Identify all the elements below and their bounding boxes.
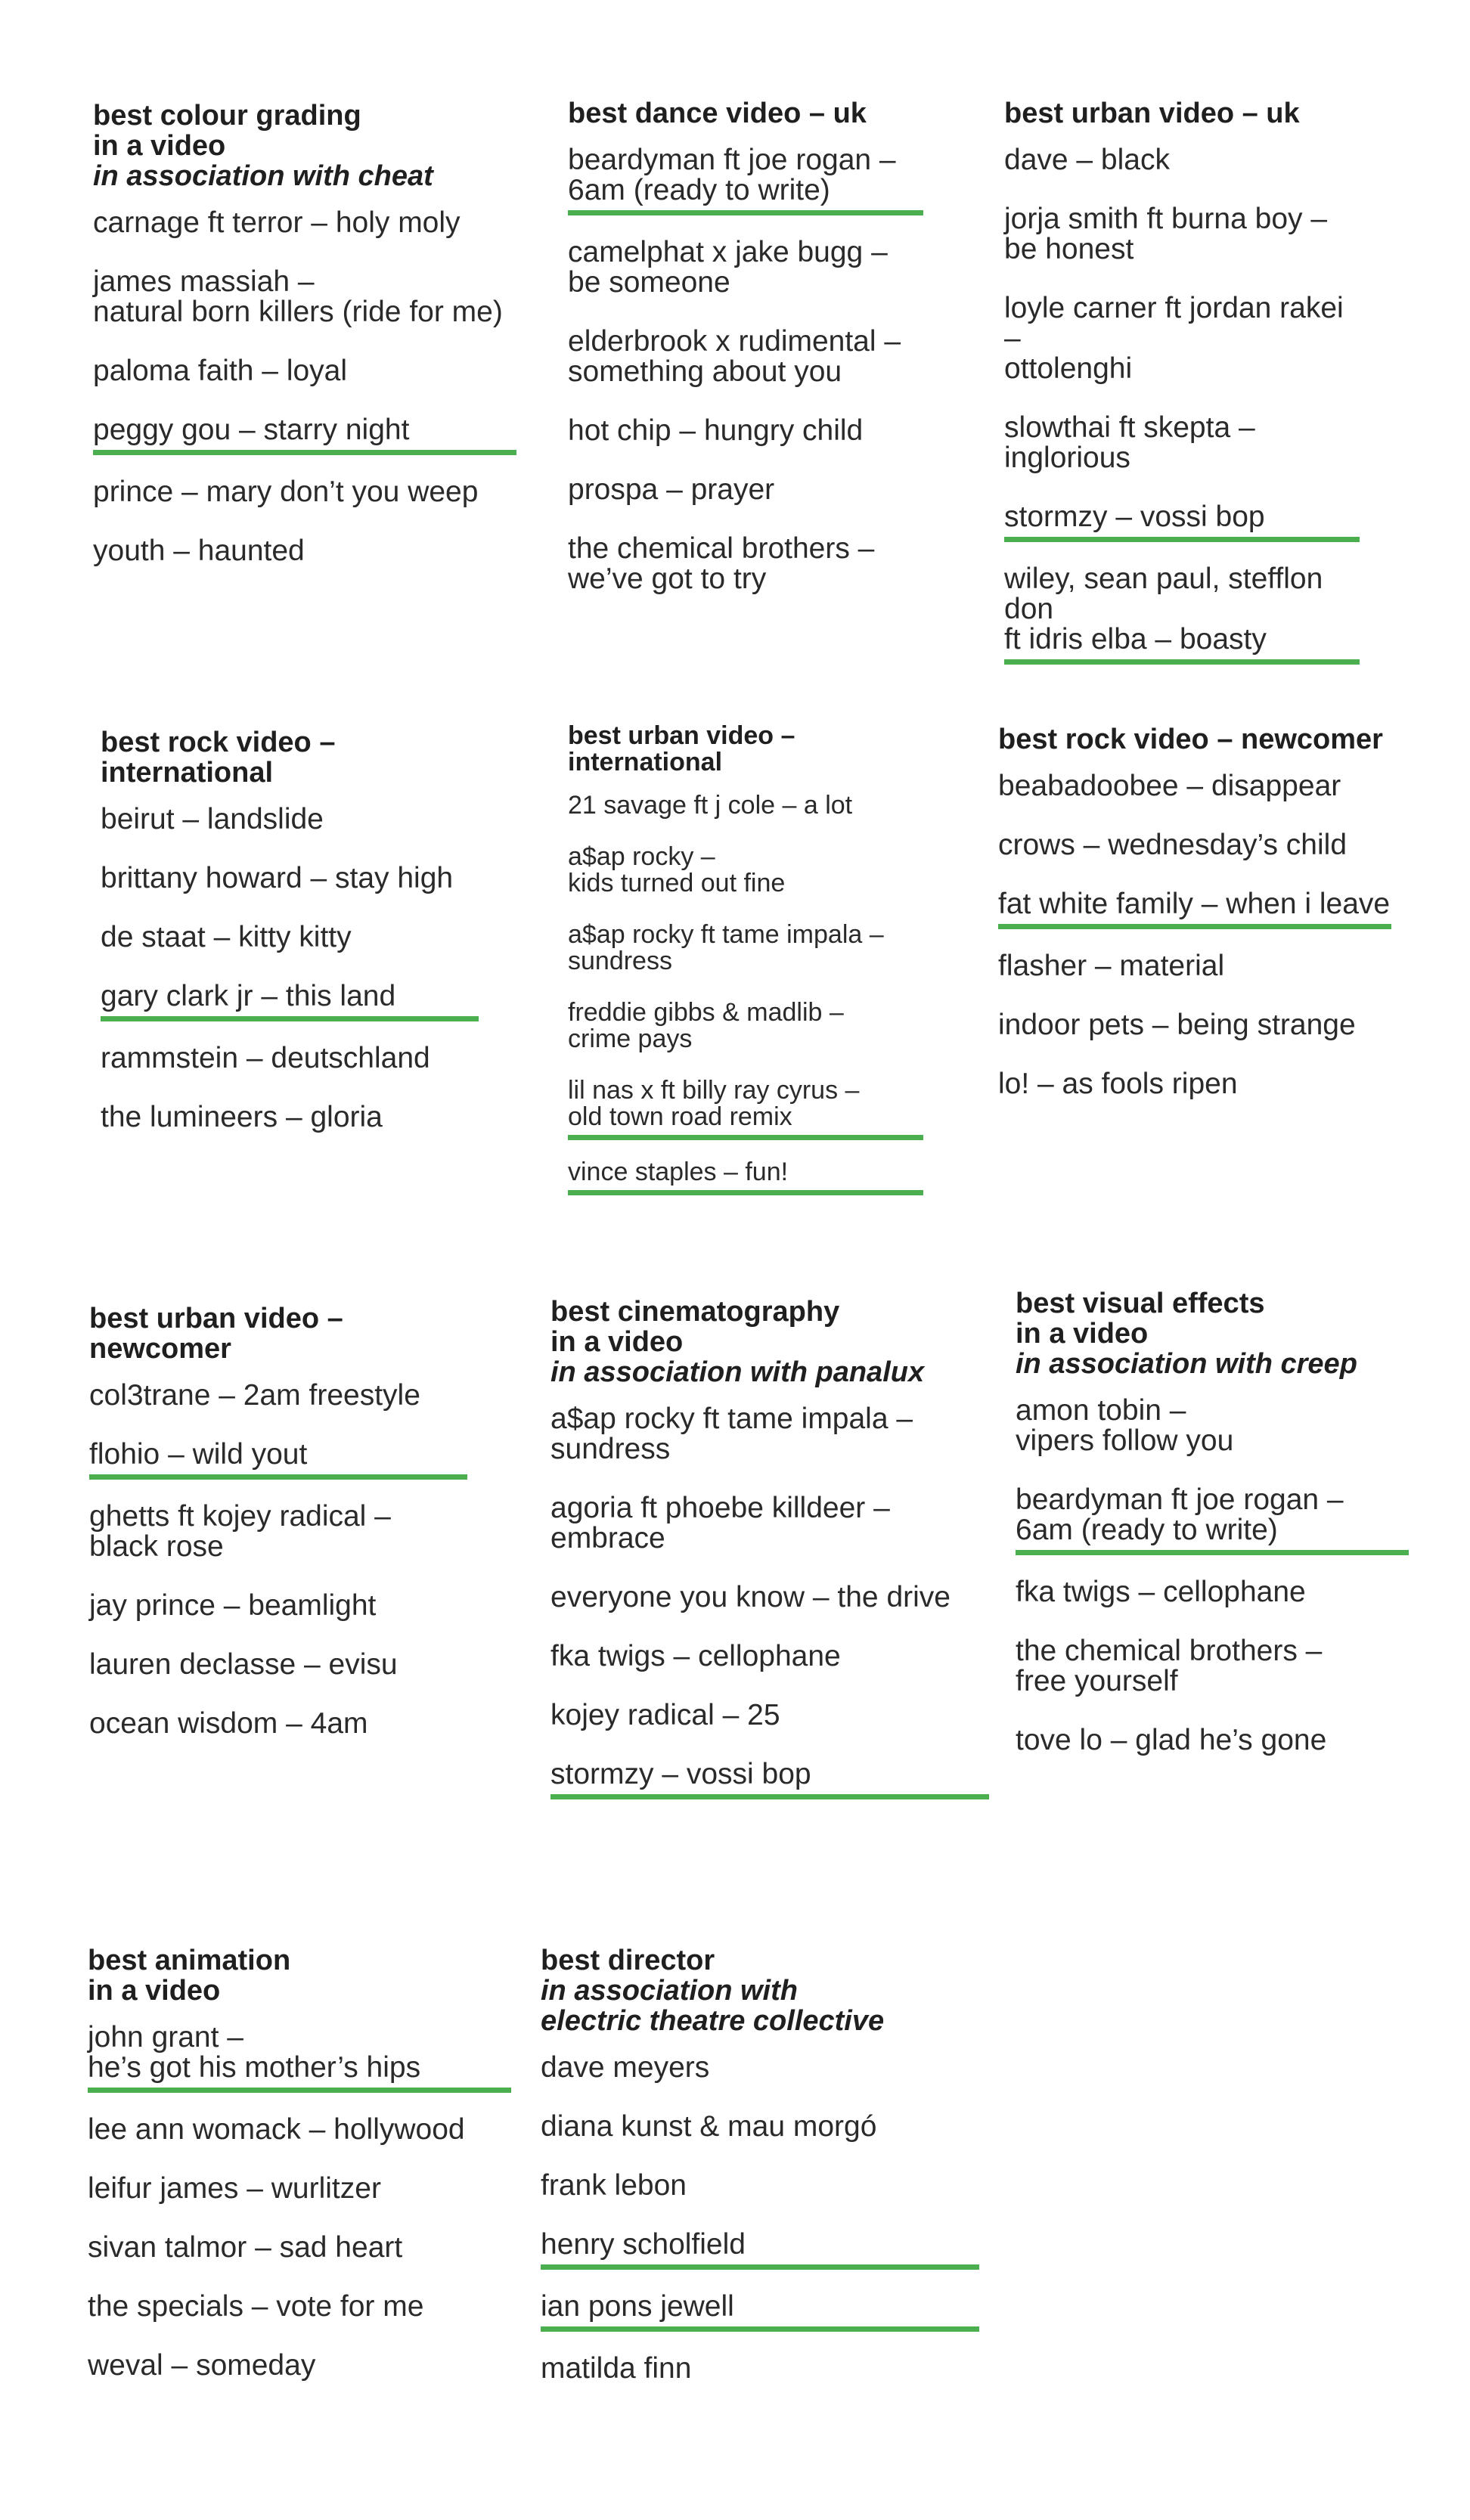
nominee: crows – wednesday’s child [998, 829, 1348, 861]
category-urban-uk [1004, 98, 1360, 687]
nominee: brittany howard – stay high [101, 862, 454, 894]
nominee-winner: stormzy – vossi bop [1004, 502, 1360, 542]
nominee-list [1016, 1396, 1409, 1756]
nominee: hot chip – hungry child [568, 414, 864, 447]
nominee: loyle carner ft jordan rakei – ottolenghi [1004, 292, 1344, 385]
category-director [541, 1945, 979, 2413]
nominee: jay prince – beamlight [89, 1589, 377, 1622]
nominee: jorja smith ft burna boy – be honest [1004, 203, 1328, 265]
nominee: flasher – material [998, 950, 1225, 982]
nominee: prospa – prayer [568, 473, 775, 506]
category-heading [568, 723, 923, 776]
nominee: sivan talmor – sad heart [88, 2231, 403, 2264]
nominee: amon tobin – vipers follow you [1016, 1394, 1234, 1457]
category-urban-newcomer [89, 1303, 467, 1768]
category-heading [1016, 1288, 1409, 1379]
nominee: lauren declasse – evisu [89, 1648, 398, 1681]
category-heading [568, 98, 923, 129]
category-heading [541, 1945, 979, 2036]
sponsor-text: in association with creep [1016, 1348, 1357, 1380]
nominee-list [101, 804, 479, 1133]
nominee: everyone you know – the drive [550, 1581, 951, 1613]
nominee-winner: ian pons jewell [541, 2292, 979, 2332]
nominee: paloma faith – loyal [93, 355, 348, 387]
category-heading [88, 1945, 511, 2006]
nominee-winner: fat white family – when i leave [998, 889, 1391, 929]
nominee: the chemical brothers – free yourself [1016, 1635, 1323, 1697]
nominee: the specials – vote for me [88, 2290, 424, 2323]
sponsor-text: in association with panalux [550, 1356, 925, 1388]
nominee-winner: lil nas x ft billy ray cyrus – old town road remix [568, 1077, 923, 1140]
category-heading [550, 1297, 989, 1387]
nominee: leifur james – wurlitzer [88, 2172, 381, 2205]
category-heading [998, 724, 1391, 755]
nominee: matilda finn [541, 2352, 692, 2385]
heading-text: best dance video – uk [568, 98, 867, 129]
nominee: carnage ft terror – holy moly [93, 206, 461, 239]
category-rock-international [101, 727, 479, 1161]
nominee: fka twigs – cellophane [550, 1640, 841, 1672]
sponsor-text: in association with electric theatre collective [541, 1975, 885, 2037]
nominee-list [550, 1404, 989, 1799]
nominee-list [541, 2053, 979, 2384]
nominee: the chemical brothers – we’ve got to try [568, 532, 875, 595]
category-heading [93, 101, 516, 191]
nominee: a$ap rocky – kids turned out fine [568, 842, 786, 897]
nominee: col3trane – 2am freestyle [89, 1379, 420, 1412]
category-animation [88, 1945, 511, 2410]
nominee: james massiah – natural born killers (ride for me) [93, 265, 503, 328]
nominee-list [1004, 145, 1360, 665]
heading-text: best colour grading in a video [93, 100, 361, 162]
heading-text: best urban video – uk [1004, 98, 1300, 129]
nominee-winner: beardyman ft joe rogan – 6am (ready to write) [568, 145, 923, 215]
nominee: freddie gibbs & madlib – crime pays [568, 998, 844, 1053]
category-visual-effects [1016, 1288, 1409, 1784]
nominee: tove lo – glad he’s gone [1016, 1724, 1327, 1756]
nominee-list [93, 208, 516, 566]
nominee: lee ann womack – hollywood [88, 2113, 465, 2146]
nominee: a$ap rocky ft tame impala – sundress [568, 920, 884, 975]
nominee: prince – mary don’t you weep [93, 476, 479, 508]
nominee: ghetts ft kojey radical – black rose [89, 1500, 391, 1563]
nominee: indoor pets – being strange [998, 1009, 1356, 1041]
nominee: dave meyers [541, 2051, 710, 2084]
nominee: kojey radical – 25 [550, 1699, 780, 1731]
nominee: weval – someday [88, 2349, 316, 2382]
nominee-list [998, 771, 1391, 1099]
nominee: camelphat x jake bugg – be someone [568, 236, 888, 299]
heading-text: best cinematography in a video [550, 1296, 840, 1358]
nominee-winner: vince staples – fun! [568, 1159, 923, 1195]
category-heading [101, 727, 479, 788]
heading-text: best director [541, 1945, 715, 1976]
nominee-winner: john grant – he’s got his mother’s hips [88, 2023, 511, 2093]
nominee: 21 savage ft j cole – a lot [568, 791, 853, 820]
nominee-list [568, 145, 923, 594]
nominee-list [88, 2023, 511, 2381]
nominee: slowthai ft skepta – inglorious [1004, 411, 1255, 474]
nominee: youth – haunted [93, 535, 305, 567]
nominee: ocean wisdom – 4am [89, 1707, 368, 1740]
nominee: a$ap rocky ft tame impala – sundress [550, 1403, 913, 1465]
category-cinematography [550, 1297, 989, 1821]
category-heading [89, 1303, 467, 1364]
nominee: beirut – landslide [101, 803, 324, 835]
heading-text: best animation in a video [88, 1945, 291, 2007]
nominee-list [568, 792, 923, 1195]
nominee: beabadoobee – disappear [998, 770, 1341, 802]
category-heading [1004, 98, 1360, 129]
nominee: the lumineers – gloria [101, 1101, 383, 1133]
heading-text: best rock video – international [101, 727, 336, 789]
nominee: lo! – as fools ripen [998, 1068, 1238, 1100]
nominee: de staat – kitty kitty [101, 921, 352, 953]
nominee-winner: gary clark jr – this land [101, 981, 479, 1021]
category-dance-uk [568, 98, 923, 623]
category-colour-grading [93, 101, 516, 595]
nominee: diana kunst & mau morgó [541, 2110, 877, 2143]
heading-text: best urban video – international [568, 721, 795, 776]
nominee-winner: henry scholfield [541, 2230, 979, 2270]
nominee-winner: peggy gou – starry night [93, 415, 516, 455]
sponsor-text: in association with cheat [93, 160, 433, 192]
category-rock-newcomer [998, 724, 1391, 1128]
heading-text: best rock video – newcomer [998, 724, 1383, 755]
nominee: dave – black [1004, 144, 1170, 176]
nominee-list [89, 1381, 467, 1739]
nominee-winner: flohio – wild yout [89, 1440, 467, 1480]
nominee: frank lebon [541, 2169, 687, 2202]
nominee-winner: stormzy – vossi bop [550, 1759, 989, 1799]
nominee: rammstein – deutschland [101, 1042, 430, 1074]
nominee: fka twigs – cellophane [1016, 1576, 1306, 1608]
nominee-winner: wiley, sean paul, stefflon don ft idris elba – boasty [1004, 564, 1360, 665]
nominee: elderbrook x rudimental – something about you [568, 325, 901, 388]
heading-text: best visual effects in a video [1016, 1288, 1265, 1350]
nominee-winner: beardyman ft joe rogan – 6am (ready to write) [1016, 1485, 1409, 1555]
category-urban-international [568, 723, 923, 1214]
nominee: agoria ft phoebe killdeer – embrace [550, 1492, 890, 1554]
heading-text: best urban video – newcomer [89, 1303, 343, 1365]
